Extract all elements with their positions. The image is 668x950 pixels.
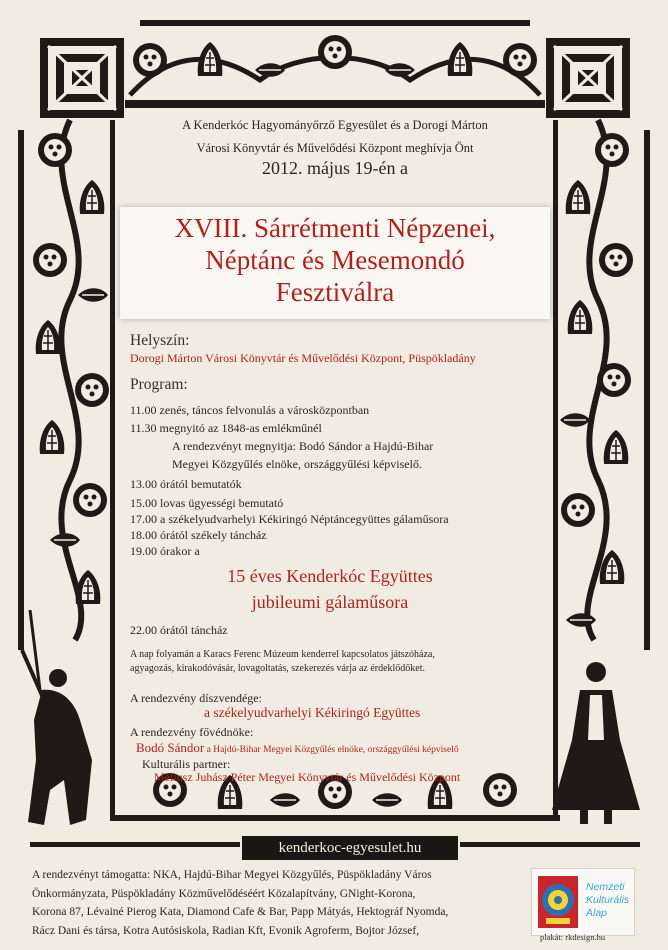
patron-line: [136, 739, 459, 757]
partner-value: Méliusz Juhász Péter Megyei Könyvtár és Művelődési Központ: [154, 770, 461, 784]
female-dancer-figure: [552, 662, 640, 824]
title-line-3: Fesztiválra: [275, 277, 395, 307]
daytime-activities: [130, 648, 550, 676]
nka-wordmark: [586, 881, 629, 920]
jubilee-line-2: jubileumi gálaműsora: [251, 592, 409, 612]
festival-title: [120, 212, 550, 308]
program-item: 13.00 órától bemutatók: [130, 477, 242, 491]
title-line-2: Néptánc és Mesemondó: [205, 245, 465, 275]
jubilee-line-1: 15 éves Kenderkóc Együttes: [227, 566, 433, 586]
partner-label: Kulturális partner:: [142, 757, 231, 771]
intro-line-2: Városi Könyvtár és Művelődési Központ meghívja Önt: [196, 141, 474, 155]
nka-logo: [531, 868, 635, 936]
honor-guest-label: A rendezvény díszvendége:: [130, 691, 262, 705]
sponsor-line-4: Rácz Dani és társa, Kotra Autósiskola, Radian Kft, Evonik Agroferm, Bojtor József,: [32, 924, 420, 937]
event-date: 2012. május 19-én a: [262, 158, 408, 178]
sponsor-list: [32, 866, 532, 940]
program-dance-item: 22.00 órától táncház: [130, 623, 228, 637]
top-border-vines: [125, 20, 545, 108]
sponsor-line-3: Korona 87, Lévainé Pierog Kata, Diamond Cafe & Bar, Papp Mátyás, Hektográf Nyomda,: [32, 906, 449, 918]
invitation-intro: [130, 114, 540, 160]
venue-label: Helyszín:: [130, 332, 190, 349]
top-left-pattern-block: [40, 38, 124, 118]
top-right-pattern-block: [546, 38, 630, 118]
honor-guest-value: a székelyudvarhelyi Kékiringó Együttes: [204, 705, 421, 720]
website-link[interactable]: kenderkoc-egyesulet.hu: [242, 836, 458, 860]
jubilee-highlight: [130, 563, 530, 615]
program-item: 15.00 lovas ügyességi bemutató: [130, 496, 284, 510]
program-label: Program:: [130, 376, 188, 393]
program-item: A rendezvényt megnyitja: Bodó Sándor a Hajdú-Bihar: [172, 439, 434, 453]
nka-line-1: Nemzeti: [586, 881, 625, 893]
program-item: 17.00 a székelyudvarhelyi Kékiringó Néptáncegyüttes gálaműsora: [130, 512, 449, 526]
daytime-line-1: A nap folyamán a Karacs Ferenc Múzeum kenderrel kapcsolatos játszóháza,: [130, 649, 435, 660]
patron-label: A rendezvény fővédnöke:: [130, 725, 254, 739]
male-dancer-figure: [22, 610, 92, 825]
nka-emblem-icon: [538, 876, 578, 928]
nka-line-3: Alap: [586, 907, 608, 919]
title-line-1: XVIII. Sárrétmenti Népzenei,: [174, 213, 496, 243]
program-item: 19.00 órakor a: [130, 544, 200, 558]
program-item: 11.00 zenés, táncos felvonulás a városközpontban: [130, 403, 370, 417]
sponsor-line-1: A rendezvényt támogatta: NKA, Hajdú-Bihar Megyei Közgyűlés, Püspökladány Város: [32, 869, 432, 881]
venue-value: Dorogi Márton Városi Könyvtár és Művelődési Központ, Püspökladány: [130, 351, 476, 365]
program-item: 11.30 megnyitó az 1848-as emlékműnél: [130, 421, 322, 435]
nka-line-2: Kulturális: [586, 894, 630, 906]
sponsor-line-2: Önkormányzata, Püspökladány Közművelődéséért Közalapítvány, GNight-Korona,: [32, 887, 416, 900]
program-item: Megyei Közgyűlés elnöke, országgyűlési képviselő.: [172, 457, 422, 471]
design-credit: plakát: rkdesign.hu: [540, 932, 606, 942]
intro-line-1: A Kenderkóc Hagyományőrző Egyesület és a Dorogi Márton: [182, 118, 488, 132]
daytime-line-2: agyagozás, kirakodóvásár, lovagoltatás, szekerezés várja az érdeklődőket.: [130, 663, 426, 674]
patron-description: a Hajdú-Bihar Megyei Közgyűlés elnöke, országgyűlési képviselő: [204, 745, 459, 755]
program-item: 18.00 órától székely táncház: [130, 528, 267, 542]
patron-name: Bodó Sándor: [136, 740, 205, 755]
